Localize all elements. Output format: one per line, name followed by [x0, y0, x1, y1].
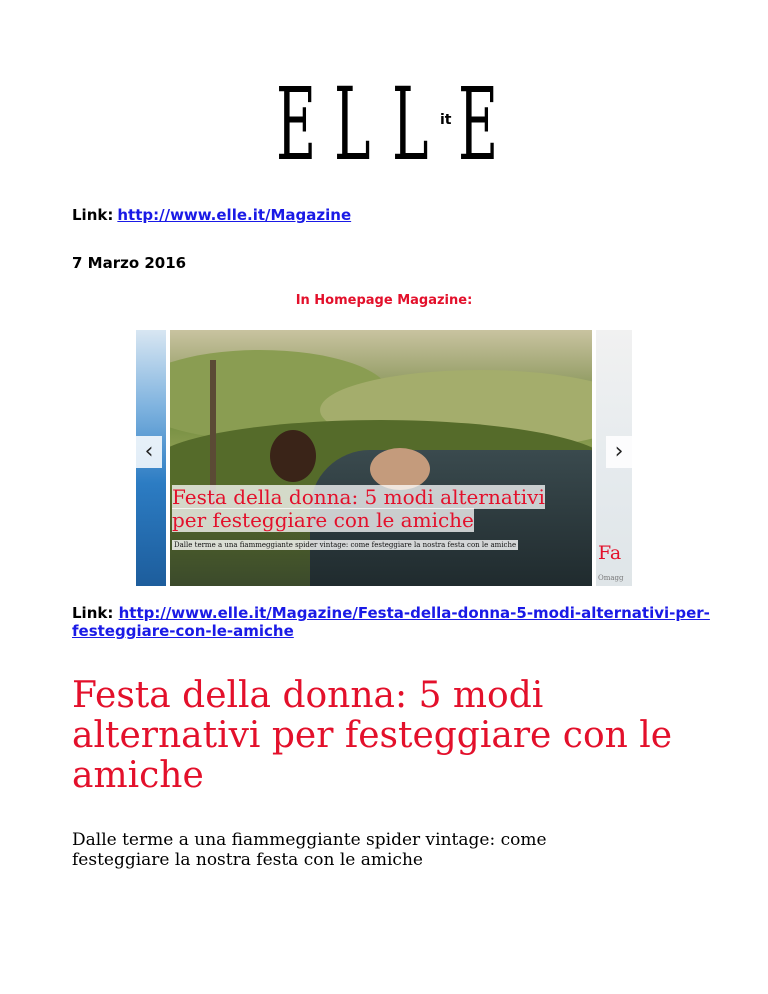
slide-subtitle: Dalle terme a una fiammeggiante spider vintage: come festeggiare la nostra festa con le amiche: [174, 541, 517, 549]
carousel-next-button[interactable]: ›: [606, 436, 632, 468]
link-label: Link:: [72, 206, 114, 224]
logo-letter: E: [276, 66, 317, 183]
carousel-prev-button[interactable]: ‹: [136, 436, 162, 468]
logo-letter: L: [334, 66, 371, 183]
link-label: Link:: [72, 604, 114, 622]
logo-letter: E: [458, 66, 499, 183]
article-deck: Dalle terme a una fiammeggiante spider vintage: come festeggiare la nostra festa con le amiche: [72, 830, 547, 870]
homepage-carousel: [136, 330, 632, 586]
date: 7 Marzo 2016: [72, 254, 187, 272]
logo-superscript: it: [440, 112, 452, 128]
person-head: [270, 430, 316, 482]
person-head: [370, 448, 430, 490]
article-headline: Festa della donna: 5 modi alternativi per festeggiare con le amiche: [72, 675, 673, 796]
link-line-1: [72, 206, 351, 224]
section-heading: In Homepage Magazine:: [295, 293, 473, 308]
magazine-link[interactable]: http://www.elle.it/Magazine: [117, 206, 352, 224]
next-slide-title[interactable]: Fa: [598, 542, 622, 564]
link-line-2: [72, 604, 712, 640]
slide-title[interactable]: Festa della donna: 5 modi alternativi per festeggiare con le amiche: [172, 485, 545, 532]
logo-letter: L: [392, 66, 429, 183]
elle-logo: [276, 66, 501, 183]
next-slide-subtitle: Omagg: [598, 574, 624, 582]
article-link[interactable]: http://www.elle.it/Magazine/Festa-della-donna-5-modi-alternativi-per-festeggiare-con-le-amiche: [72, 604, 710, 640]
slide-caption[interactable]: [172, 486, 552, 551]
